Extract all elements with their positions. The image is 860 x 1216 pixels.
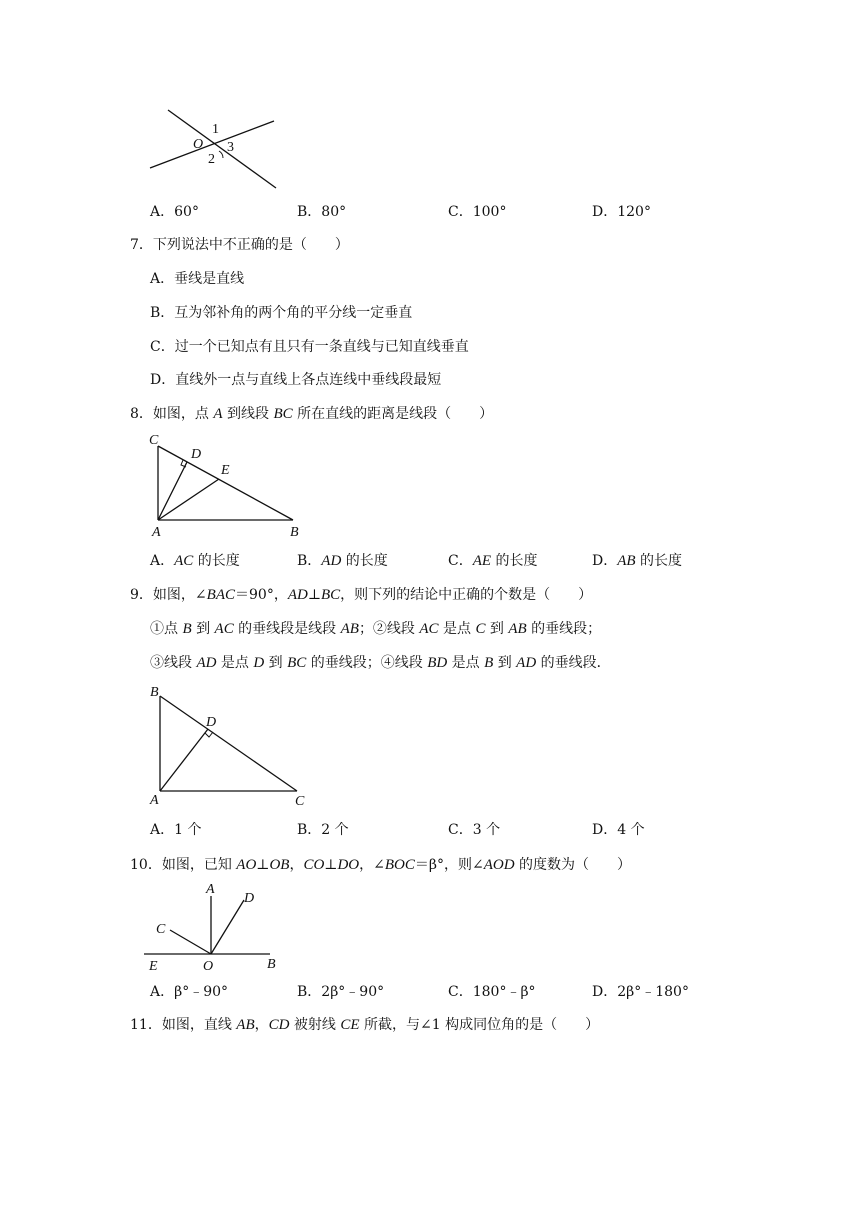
q7-option-a: A．垂线是直线 [150,271,245,287]
q8-option-c: C．AE 的长度 [448,553,538,569]
q7-option-b: B．互为邻补角的两个角的平分线一定垂直 [150,305,413,321]
q6-figure [140,100,290,195]
q10-label-B: B [267,957,276,972]
q6-angle-arc [219,151,223,158]
q8-label-E: E [221,463,230,478]
q9-label-B: B [150,685,159,700]
q10-option-d: D．2β°﹣180° [592,984,689,1000]
q7-option-d: D．直线外一点与直线上各点连线中垂线段最短 [150,372,442,388]
q6-label-O: O [193,137,204,152]
q8-label-C: C [149,433,159,448]
q10-ray-OD [211,900,244,954]
q9-statement-1-2: ①点 B 到 AC 的垂线段是线段 AB；②线段 AC 是点 C 到 AB 的垂线段； [150,621,602,637]
q9-right-angle-mark [205,732,213,737]
q8-label-B: B [290,525,299,540]
q8-option-b: B．AD 的长度 [297,553,388,569]
q10-option-c: C．180°﹣β° [448,984,536,1000]
q8-label-D: D [191,447,202,462]
q6-option-c: C．100° [448,204,507,220]
q6-label-3: 3 [227,140,234,155]
q6-option-d: D．120° [592,204,651,220]
q9-option-a: A．1 个 [150,822,202,838]
q9-option-b: B．2 个 [297,822,349,838]
q9-label-D: D [206,715,217,730]
q10-option-a: A．β°﹣90° [150,984,229,1000]
q8-figure [140,428,320,543]
q8-segment-AD [158,462,187,520]
q9-stem: 9．如图，∠BAC＝90°，AD⊥BC，则下列的结论中正确的个数是（ ） [130,587,593,603]
q10-label-O: O [203,959,214,974]
q9-segment-AD [160,729,208,791]
q7-stem: 7．下列说法中不正确的是（ ） [130,237,349,253]
q10-label-A: A [206,882,215,897]
q9-statement-3-4: ③线段 AD 是点 D 到 BC 的垂线段；④线段 BD 是点 B 到 AD 的垂线段． [150,655,611,671]
q10-label-E: E [149,959,158,974]
q10-ray-OC [170,930,211,954]
q9-label-A: A [150,793,159,808]
q8-label-A: A [152,525,161,540]
q9-label-C: C [295,794,305,809]
q6-option-a: A．60° [150,204,199,220]
q6-line-1 [168,110,276,188]
q8-side-CB [158,446,293,520]
q8-option-a: A．AC 的长度 [150,553,240,569]
q11-stem: 11．如图，直线 AB，CD 被射线 CE 所截，与∠1 构成同位角的是（ ） [130,1017,600,1033]
q8-option-d: D．AB 的长度 [592,553,683,569]
q6-label-1: 1 [212,122,219,137]
q10-option-b: B．2β°﹣90° [297,984,385,1000]
q6-option-b: B．80° [297,204,347,220]
q10-label-D: D [244,891,255,906]
q8-stem: 8．如图，点 A 到线段 BC 所在直线的距离是线段（ ） [130,406,494,422]
q9-option-c: C．3 个 [448,822,501,838]
q9-figure [140,680,320,810]
q8-segment-AE [158,479,219,520]
q6-label-2: 2 [208,152,215,167]
q7-option-c: C．过一个已知点有且只有一条直线与已知直线垂直 [150,339,469,355]
q10-label-C: C [156,922,166,937]
q10-stem: 10．如图，已知 AO⊥OB，CO⊥DO，∠BOC＝β°，则∠AOD 的度数为（ ） [130,857,631,873]
q10-figure [140,880,300,975]
q9-side-BC [160,696,297,791]
q9-option-d: D．4 个 [592,822,645,838]
